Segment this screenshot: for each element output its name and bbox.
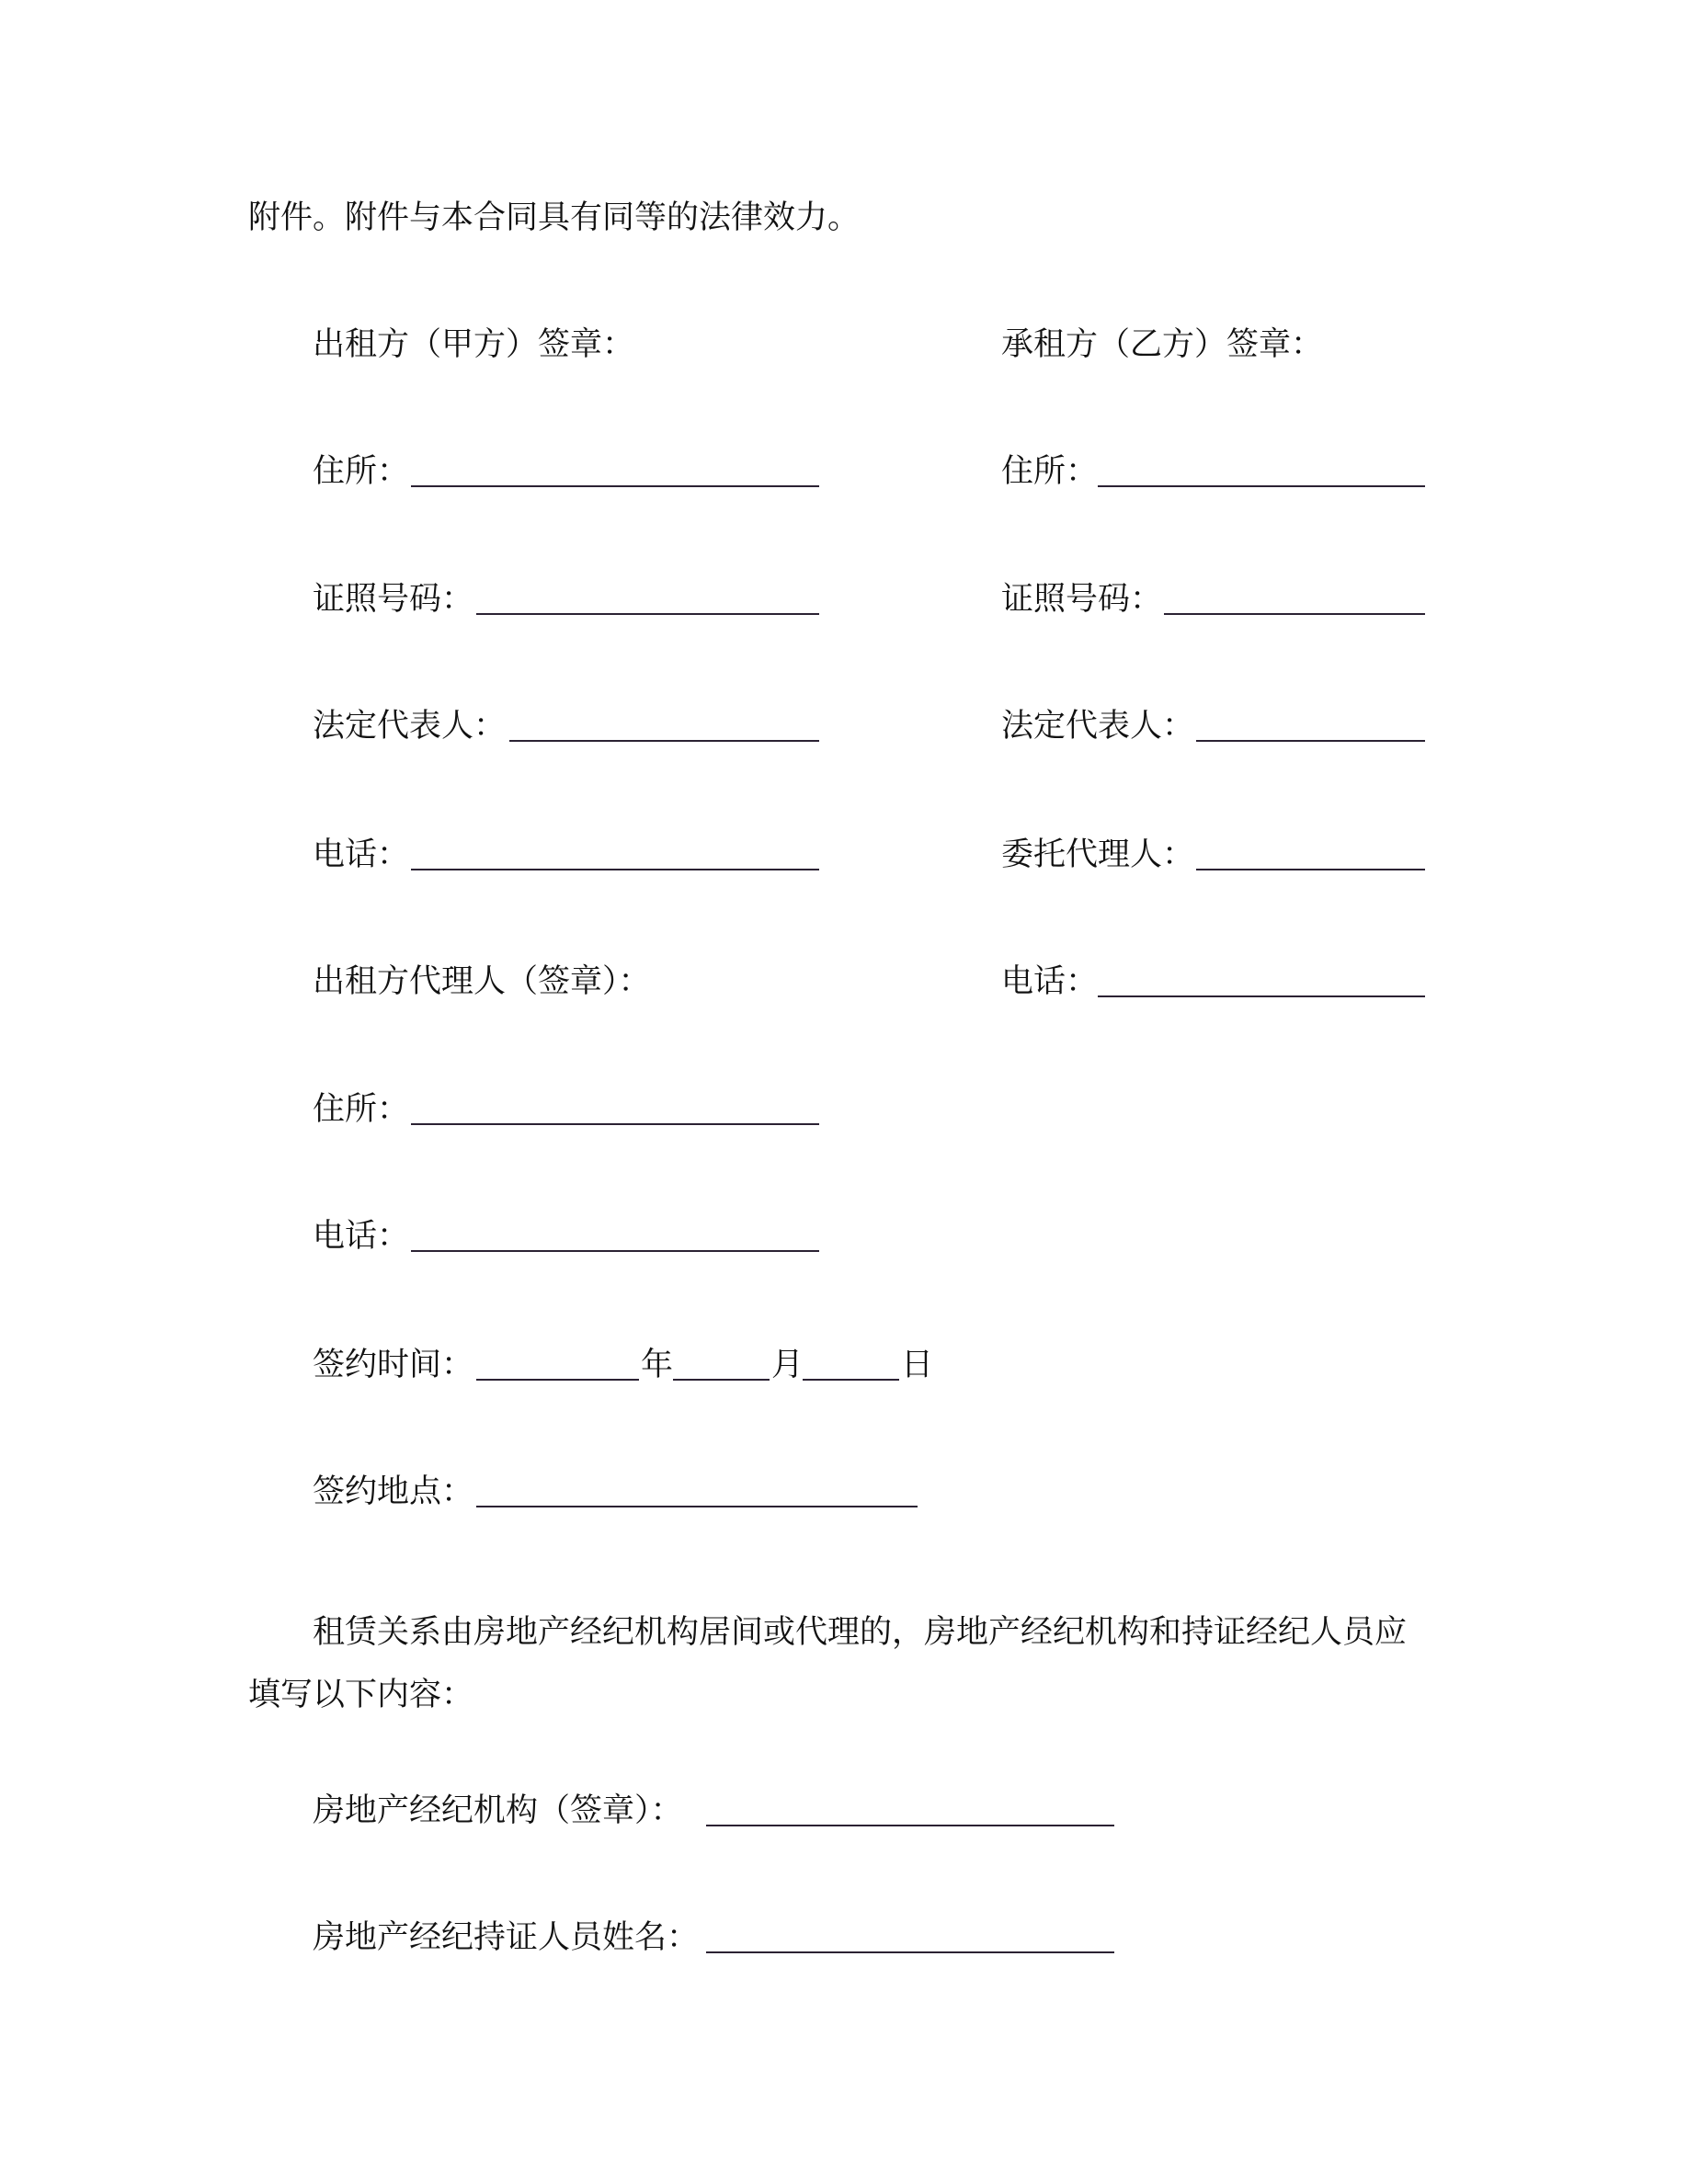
lessor-agent-heading: 出租方代理人（签章）： <box>313 963 651 1000</box>
signing-place-label: 签约地点： <box>313 1473 474 1510</box>
lessee-legal-rep-label: 法定代表人： <box>1001 708 1195 745</box>
signing-time-label: 签约时间： <box>313 1347 474 1383</box>
lessor-agent-address-field[interactable] <box>411 1123 819 1125</box>
lessor-address-field[interactable] <box>411 485 819 487</box>
lessee-phone-label: 电话： <box>1001 963 1099 1000</box>
lessee-legal-rep-field[interactable] <box>1196 740 1425 742</box>
lessor-agent-phone-label: 电话： <box>313 1218 410 1255</box>
intro-line: 附件。附件与本合同具有同等的法律效力。 <box>248 199 861 236</box>
month-label: 月 <box>771 1347 804 1383</box>
year-label: 年 <box>641 1347 674 1383</box>
broker-agency-label: 房地产经纪机构（签章）： <box>313 1792 683 1829</box>
lessor-address-label: 住所： <box>313 453 410 490</box>
signing-year-field[interactable] <box>476 1379 639 1381</box>
lessee-agent-label: 委托代理人： <box>1001 836 1195 873</box>
lessor-heading: 出租方（甲方）签章： <box>313 326 635 363</box>
broker-agent-name-field[interactable] <box>706 1951 1114 1953</box>
lessee-license-field[interactable] <box>1164 613 1425 615</box>
signing-day-field[interactable] <box>803 1379 899 1381</box>
lessor-legal-rep-label: 法定代表人： <box>313 708 507 745</box>
lessee-license-label: 证照号码： <box>1001 581 1163 618</box>
broker-agency-field[interactable] <box>706 1825 1114 1826</box>
lessor-legal-rep-field[interactable] <box>509 740 819 742</box>
lessor-phone-label: 电话： <box>313 836 410 873</box>
signing-place-field[interactable] <box>476 1506 918 1507</box>
lessee-phone-field[interactable] <box>1098 995 1425 997</box>
lessor-license-label: 证照号码： <box>313 581 474 618</box>
broker-agent-name-label: 房地产经纪持证人员姓名： <box>313 1919 700 1956</box>
signing-month-field[interactable] <box>673 1379 770 1381</box>
broker-paragraph: 租赁关系由房地产经纪机构居间或代理的，房地产经纪机构和持证经纪人员应填写以下内容： <box>248 1614 1408 1713</box>
lessor-license-field[interactable] <box>476 613 819 615</box>
lessee-heading: 承租方（乙方）签章： <box>1001 326 1324 363</box>
lessee-address-field[interactable] <box>1098 485 1425 487</box>
lessee-agent-field[interactable] <box>1196 869 1425 870</box>
day-label: 日 <box>901 1347 934 1383</box>
lessor-phone-field[interactable] <box>411 869 819 870</box>
lessor-agent-phone-field[interactable] <box>411 1250 819 1252</box>
lessor-agent-address-label: 住所： <box>313 1091 410 1128</box>
lessee-address-label: 住所： <box>1001 453 1099 490</box>
